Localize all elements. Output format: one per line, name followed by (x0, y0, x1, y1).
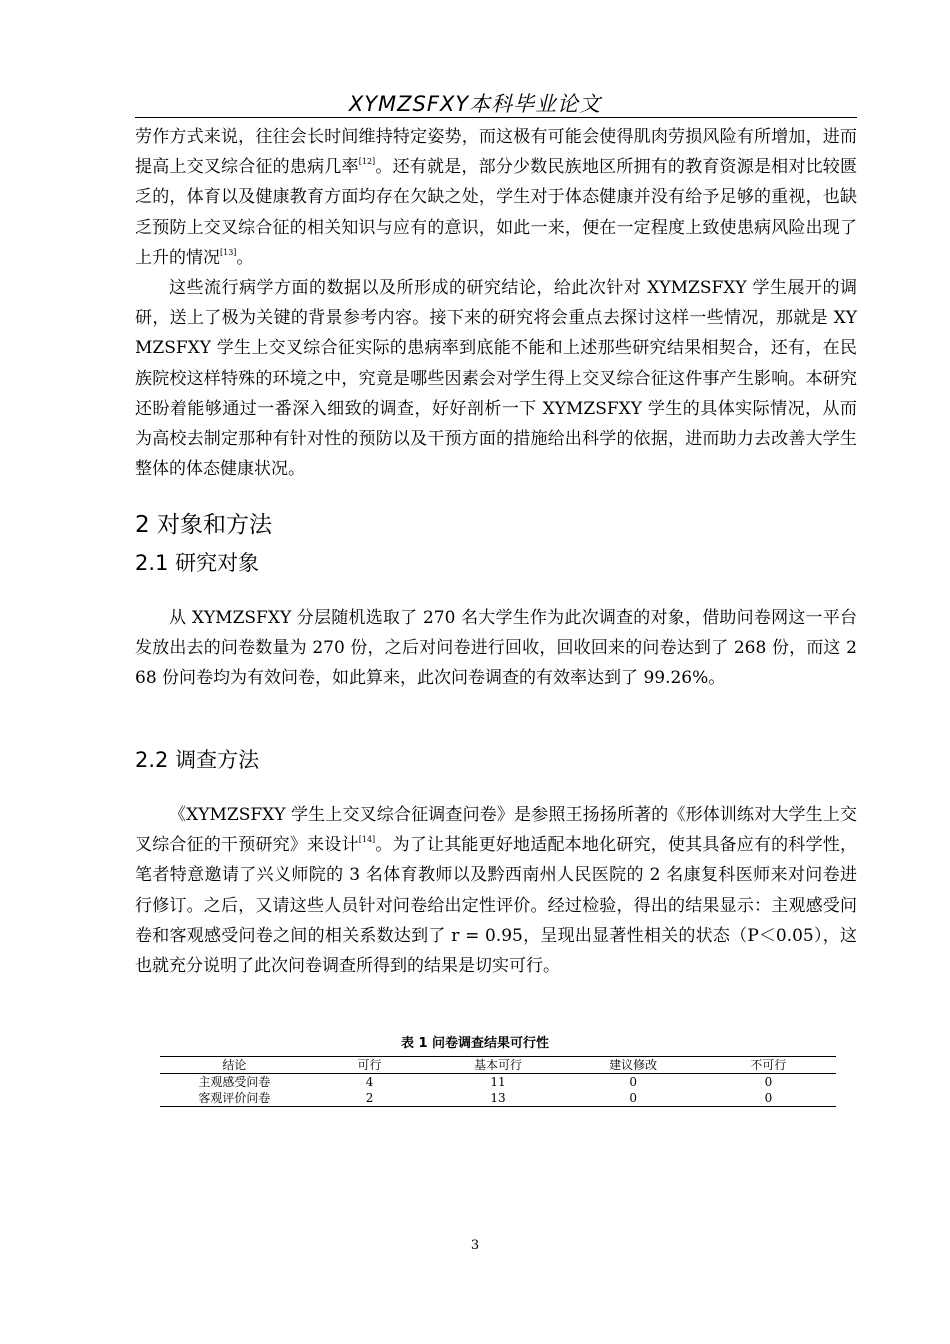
section-heading-2-1: 2.1 研究对象 (135, 551, 260, 575)
paragraph-text: 。 (236, 247, 254, 268)
table-cell: 0 (629, 1075, 637, 1089)
body-text-top (135, 122, 857, 484)
table-header-cell: 结论 (160, 1057, 309, 1074)
paragraph-research-context: 这些流行病学方面的数据以及所形成的研究结论，给此次针对 XYMZSFXY 学生展开的调研，送上了极为关键的背景参考内容。接下来的研究将会重点去探讨这样一些情况，那就是 XYMZSFXY 学生上交叉综合征实际的患病率到底能不能和上述那些研究结果相契合，还有，在民族院校这样特殊的环境之中，究竟是哪些因素会对学生得上交叉综合征这件事产生影响。本研究还盼着能够通过一番深入细致的调查，好好剖析一下 XYMZSFXY 学生的具体实际情况，从而为高校去制定那种有针对性的预防以及干预方面的措施给出科学的依据，进而助力去改善大学生整体的体态健康状况。 (135, 278, 857, 480)
citation-12: [12] (358, 157, 376, 167)
body-text-methods (135, 800, 857, 981)
page-number: 3 (470, 1238, 480, 1253)
table-header-cell: 基本可行 (430, 1057, 565, 1074)
body-text-subjects (135, 603, 857, 694)
table-cell: 4 (365, 1075, 374, 1089)
table-cell: 2 (309, 1090, 431, 1107)
table-row (160, 1090, 836, 1107)
paragraph-text: 《XYMZSFXY 学生上交叉综合征调查问卷》是参照王扬扬所著的《形体训练对大学生上交叉综合征的干预研究》来设计 (135, 805, 857, 856)
table-header-row (160, 1057, 836, 1074)
table-header-cell: 建议修改 (566, 1057, 701, 1074)
table-cell: 11 (490, 1075, 506, 1089)
header-rule (135, 117, 857, 118)
table-header-cell: 不可行 (701, 1057, 836, 1074)
results-table (160, 1056, 836, 1107)
paragraph-text: 。还有就是，部分少数民族地区所拥有的教育资源是相对比较匮乏的，体育以及健康教育方面均存在欠缺之处，学生对于体态健康并没有给予足够的重视，也缺乏预防上交叉综合征的相关知识与应有的意识，如此一来，便在一定程度上致使患病风险出现了上升的情况 (135, 157, 858, 268)
table-cell: 0 (566, 1090, 701, 1107)
header-title: XYMZSFXY本科毕业论文 (348, 92, 602, 116)
table-cell: 13 (430, 1090, 565, 1107)
citation-13: [13] (220, 247, 237, 257)
section-heading-2: 2 对象和方法 (135, 512, 272, 538)
table-cell: 客观评价问卷 (160, 1090, 309, 1107)
paragraph-text: 劳作方式来说，往往会长时间维持特定姿势，而这极有可能会使得肌肉劳损风险有所增加，进而提高上交叉综合征的患病几率 (135, 127, 857, 178)
paragraph-subjects: 从 XYMZSFXY 分层随机选取了 270 名大学生作为此次调查的对象，借助问卷网这一平台发放出去的问卷数量为 270 份，之后对问卷进行回收，回收回来的问卷达到了 268 份，而这 268 份问卷均为有效问卷，如此算来，此次问卷调查的有效率达到了 99.26%。 (135, 608, 857, 689)
table-cell: 0 (764, 1075, 773, 1089)
paragraph-text: 。为了让其能更好地适配本地化研究，使其具备应有的科学性，笔者特意邀请了兴义师院的 3 名体育教师以及黔西南州人民医院的 2 名康复科医师来对问卷进行修订。之后，又请这些人员针对问卷给出定性评价。经过检验，得出的结果显示：主观感受问卷和客观感受问卷之间的相关系数达到了 r = 0.95，呈现出显著性相关的状态（P＜0.05），这也就充分说明了此次问卷调查所得到的结果是切实可行。 (135, 835, 858, 977)
table-header-cell: 可行 (309, 1057, 431, 1074)
citation-14: [14] (358, 835, 376, 845)
section-heading-2-2: 2.2 调查方法 (135, 748, 260, 772)
paragraph-methods (135, 800, 857, 981)
table-cell: 0 (701, 1090, 836, 1107)
table-row (160, 1074, 836, 1091)
table-caption: 表 1 问卷调查结果可行性 (400, 1036, 550, 1051)
table-cell: 主观感受问卷 (198, 1075, 271, 1089)
paragraph-risk-factors (135, 122, 857, 273)
